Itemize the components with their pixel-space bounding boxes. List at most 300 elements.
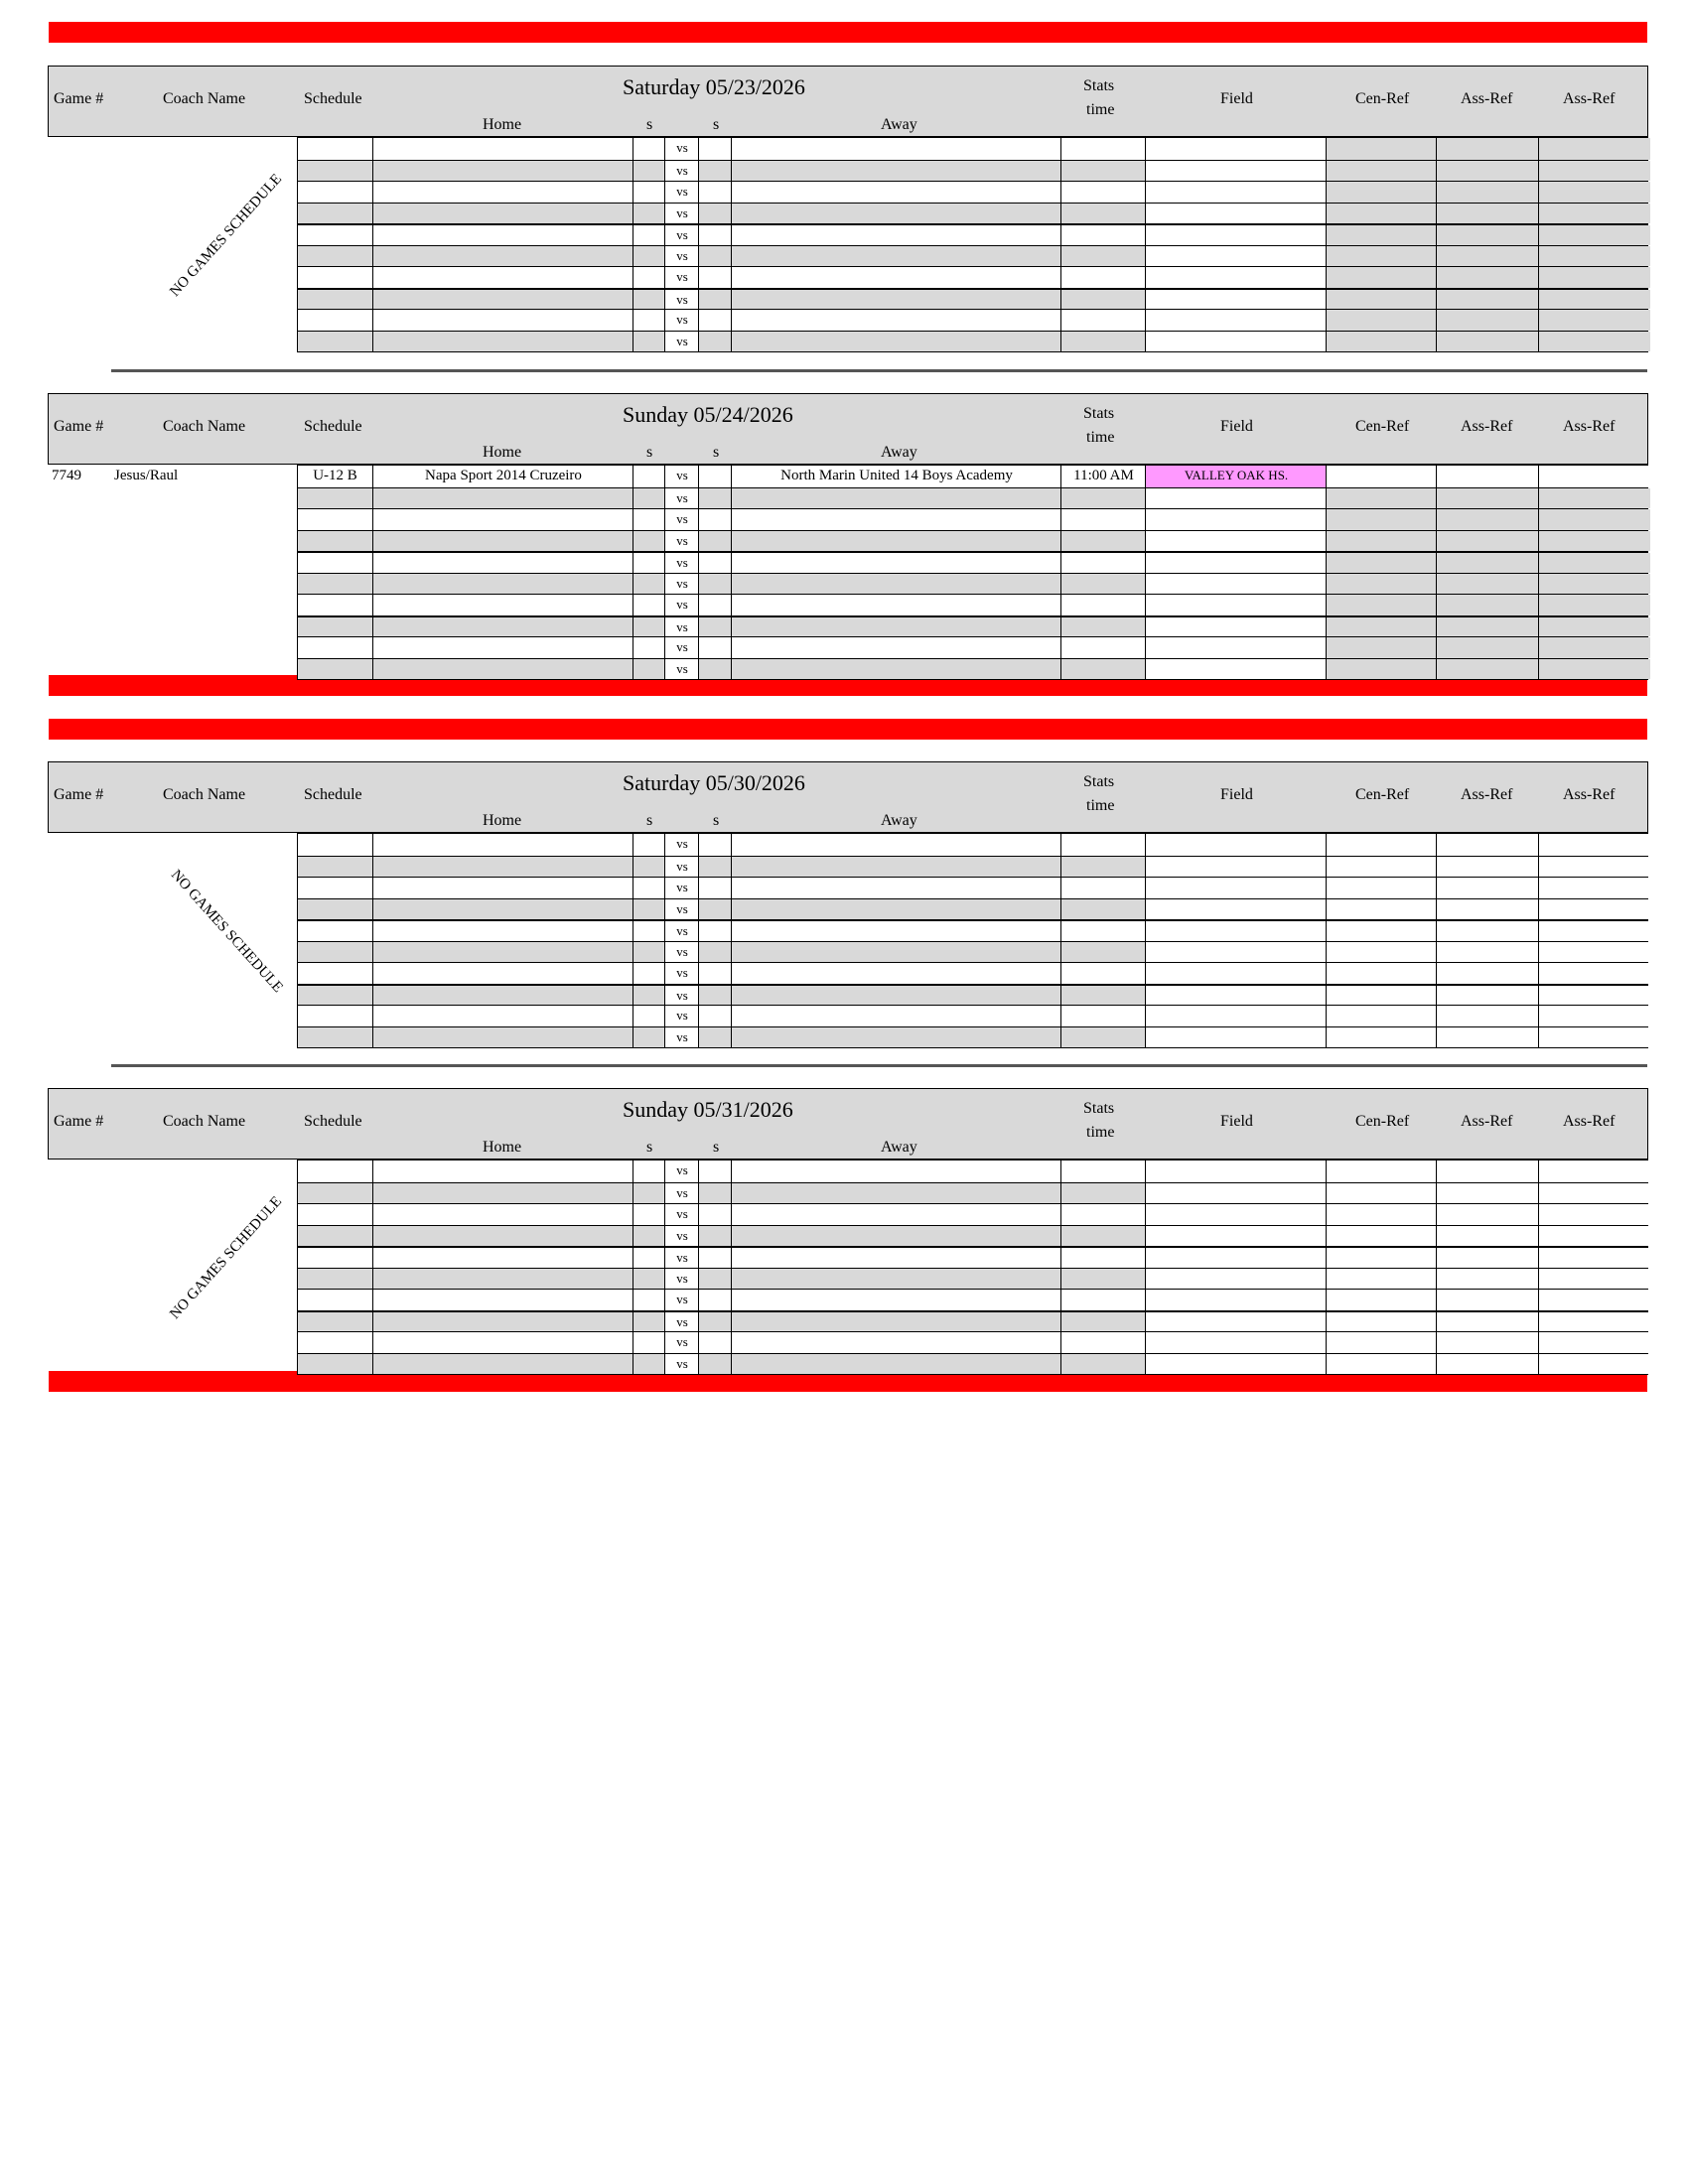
cell-ass1[interactable]: [1436, 1160, 1539, 1182]
cell-s1[interactable]: [633, 1160, 665, 1182]
cell-cen[interactable]: [1326, 899, 1437, 920]
cell-schedule[interactable]: [298, 182, 372, 203]
cell-away[interactable]: [731, 986, 1061, 1006]
cell-ass2[interactable]: [1538, 488, 1650, 509]
cell-time[interactable]: [1060, 182, 1146, 203]
cell-s2[interactable]: [698, 531, 732, 552]
cell-field[interactable]: [1145, 942, 1327, 963]
cell-cen[interactable]: [1326, 1006, 1437, 1026]
cell-schedule[interactable]: [298, 267, 372, 288]
cell-away[interactable]: [731, 1006, 1061, 1026]
cell-s1[interactable]: [633, 246, 665, 267]
cell-schedule[interactable]: [298, 1248, 372, 1268]
cell-ass2[interactable]: [1538, 1312, 1650, 1332]
cell-field[interactable]: [1145, 1269, 1327, 1290]
cell-ass1[interactable]: [1436, 332, 1539, 352]
cell-time[interactable]: [1060, 1332, 1146, 1353]
cell-field[interactable]: [1145, 182, 1327, 203]
cell-home[interactable]: [372, 942, 633, 963]
cell-ass2[interactable]: [1538, 161, 1650, 182]
cell-s2[interactable]: [698, 310, 732, 331]
cell-ass2[interactable]: [1538, 138, 1650, 160]
cell-cen[interactable]: [1326, 138, 1437, 160]
cell-time[interactable]: [1060, 531, 1146, 552]
cell-cen[interactable]: [1326, 1248, 1437, 1268]
cell-ass2[interactable]: [1538, 942, 1650, 963]
cell-s1[interactable]: [633, 1269, 665, 1290]
cell-schedule[interactable]: [298, 834, 372, 856]
cell-field[interactable]: [1145, 921, 1327, 941]
cell-ass1[interactable]: [1436, 161, 1539, 182]
cell-time[interactable]: [1060, 488, 1146, 509]
cell-field[interactable]: [1145, 553, 1327, 573]
cell-home[interactable]: [372, 138, 633, 160]
cell-ass2[interactable]: [1538, 225, 1650, 245]
cell-ass1[interactable]: [1436, 182, 1539, 203]
cell-home[interactable]: [372, 246, 633, 267]
cell-time[interactable]: [1060, 574, 1146, 595]
cell-time[interactable]: [1060, 310, 1146, 331]
cell-s2[interactable]: [698, 1006, 732, 1026]
cell-time[interactable]: [1060, 225, 1146, 245]
cell-away[interactable]: [731, 921, 1061, 941]
cell-cen[interactable]: [1326, 267, 1437, 288]
cell-away[interactable]: [731, 834, 1061, 856]
cell-field[interactable]: [1145, 488, 1327, 509]
cell-schedule[interactable]: [298, 921, 372, 941]
cell-ass1[interactable]: [1436, 595, 1539, 615]
cell-ass2[interactable]: [1538, 637, 1650, 658]
cell-cen[interactable]: [1326, 986, 1437, 1006]
cell-away[interactable]: North Marin United 14 Boys Academy: [731, 466, 1061, 487]
cell-ass2[interactable]: [1538, 1006, 1650, 1026]
cell-home[interactable]: [372, 310, 633, 331]
cell-s2[interactable]: [698, 921, 732, 941]
cell-cen[interactable]: [1326, 1354, 1437, 1375]
cell-schedule[interactable]: [298, 310, 372, 331]
cell-away[interactable]: [731, 267, 1061, 288]
cell-away[interactable]: [731, 1226, 1061, 1247]
cell-field[interactable]: [1145, 1332, 1327, 1353]
cell-s2[interactable]: [698, 509, 732, 530]
cell-ass2[interactable]: [1538, 1269, 1650, 1290]
cell-cen[interactable]: [1326, 204, 1437, 224]
cell-s1[interactable]: [633, 1027, 665, 1048]
cell-cen[interactable]: [1326, 290, 1437, 310]
cell-cen[interactable]: [1326, 332, 1437, 352]
cell-s2[interactable]: [698, 659, 732, 680]
cell-ass2[interactable]: [1538, 878, 1650, 898]
cell-s1[interactable]: [633, 878, 665, 898]
cell-ass1[interactable]: [1436, 1312, 1539, 1332]
cell-s1[interactable]: [633, 963, 665, 984]
cell-time[interactable]: [1060, 1290, 1146, 1310]
cell-time[interactable]: [1060, 857, 1146, 878]
cell-ass1[interactable]: [1436, 290, 1539, 310]
cell-field[interactable]: [1145, 1006, 1327, 1026]
cell-time[interactable]: [1060, 246, 1146, 267]
cell-s1[interactable]: [633, 204, 665, 224]
cell-field[interactable]: [1145, 637, 1327, 658]
cell-schedule[interactable]: [298, 1354, 372, 1375]
cell-home[interactable]: [372, 574, 633, 595]
cell-s2[interactable]: [698, 963, 732, 984]
cell-ass2[interactable]: [1538, 1027, 1650, 1048]
cell-schedule[interactable]: [298, 1204, 372, 1225]
cell-field[interactable]: VALLEY OAK HS.: [1145, 466, 1327, 487]
cell-s2[interactable]: [698, 1290, 732, 1310]
cell-s1[interactable]: [633, 986, 665, 1006]
cell-away[interactable]: [731, 659, 1061, 680]
cell-cen[interactable]: [1326, 488, 1437, 509]
cell-time[interactable]: [1060, 899, 1146, 920]
cell-time[interactable]: [1060, 637, 1146, 658]
cell-ass2[interactable]: [1538, 963, 1650, 984]
cell-time[interactable]: [1060, 1312, 1146, 1332]
cell-ass1[interactable]: [1436, 986, 1539, 1006]
cell-schedule[interactable]: [298, 986, 372, 1006]
cell-s1[interactable]: [633, 1290, 665, 1310]
cell-away[interactable]: [731, 963, 1061, 984]
cell-time[interactable]: [1060, 290, 1146, 310]
cell-cen[interactable]: [1326, 225, 1437, 245]
cell-schedule[interactable]: [298, 637, 372, 658]
cell-s1[interactable]: [633, 899, 665, 920]
cell-ass2[interactable]: [1538, 531, 1650, 552]
cell-s2[interactable]: [698, 466, 732, 487]
cell-cen[interactable]: [1326, 1183, 1437, 1204]
cell-s1[interactable]: [633, 1354, 665, 1375]
cell-time[interactable]: [1060, 834, 1146, 856]
cell-ass1[interactable]: [1436, 659, 1539, 680]
cell-home[interactable]: [372, 834, 633, 856]
cell-home[interactable]: [372, 986, 633, 1006]
cell-s2[interactable]: [698, 138, 732, 160]
cell-field[interactable]: [1145, 332, 1327, 352]
cell-s2[interactable]: [698, 617, 732, 637]
cell-ass1[interactable]: [1436, 857, 1539, 878]
cell-field[interactable]: [1145, 1290, 1327, 1310]
cell-ass2[interactable]: [1538, 1248, 1650, 1268]
cell-away[interactable]: [731, 1290, 1061, 1310]
cell-field[interactable]: [1145, 574, 1327, 595]
cell-s1[interactable]: [633, 138, 665, 160]
cell-ass2[interactable]: [1538, 332, 1650, 352]
cell-ass2[interactable]: [1538, 509, 1650, 530]
cell-away[interactable]: [731, 1204, 1061, 1225]
cell-schedule[interactable]: [298, 899, 372, 920]
cell-cen[interactable]: [1326, 553, 1437, 573]
cell-ass1[interactable]: [1436, 1027, 1539, 1048]
cell-time[interactable]: [1060, 138, 1146, 160]
cell-ass1[interactable]: [1436, 878, 1539, 898]
cell-time[interactable]: [1060, 204, 1146, 224]
cell-cen[interactable]: [1326, 1290, 1437, 1310]
cell-field[interactable]: [1145, 878, 1327, 898]
cell-field[interactable]: [1145, 857, 1327, 878]
cell-schedule[interactable]: [298, 204, 372, 224]
cell-s2[interactable]: [698, 574, 732, 595]
cell-s2[interactable]: [698, 204, 732, 224]
cell-time[interactable]: [1060, 1183, 1146, 1204]
cell-s1[interactable]: [633, 1006, 665, 1026]
cell-ass1[interactable]: [1436, 1183, 1539, 1204]
cell-ass1[interactable]: [1436, 617, 1539, 637]
cell-s1[interactable]: [633, 553, 665, 573]
cell-ass2[interactable]: [1538, 182, 1650, 203]
cell-ass2[interactable]: [1538, 246, 1650, 267]
cell-s2[interactable]: [698, 161, 732, 182]
cell-s2[interactable]: [698, 1354, 732, 1375]
cell-home[interactable]: [372, 267, 633, 288]
cell-ass1[interactable]: [1436, 138, 1539, 160]
cell-s2[interactable]: [698, 834, 732, 856]
cell-s1[interactable]: [633, 921, 665, 941]
cell-ass1[interactable]: [1436, 1248, 1539, 1268]
cell-home[interactable]: [372, 1354, 633, 1375]
cell-time[interactable]: 11:00 AM: [1060, 466, 1146, 487]
cell-home[interactable]: [372, 659, 633, 680]
cell-away[interactable]: [731, 595, 1061, 615]
cell-schedule[interactable]: [298, 617, 372, 637]
cell-s1[interactable]: [633, 1332, 665, 1353]
cell-cen[interactable]: [1326, 921, 1437, 941]
cell-ass2[interactable]: [1538, 834, 1650, 856]
cell-home[interactable]: [372, 617, 633, 637]
cell-ass2[interactable]: [1538, 1354, 1650, 1375]
cell-field[interactable]: [1145, 225, 1327, 245]
cell-cen[interactable]: [1326, 637, 1437, 658]
cell-field[interactable]: [1145, 963, 1327, 984]
cell-field[interactable]: [1145, 161, 1327, 182]
cell-cen[interactable]: [1326, 531, 1437, 552]
cell-ass1[interactable]: [1436, 574, 1539, 595]
cell-ass1[interactable]: [1436, 834, 1539, 856]
cell-time[interactable]: [1060, 942, 1146, 963]
cell-s2[interactable]: [698, 225, 732, 245]
cell-s2[interactable]: [698, 553, 732, 573]
cell-field[interactable]: [1145, 509, 1327, 530]
cell-ass2[interactable]: [1538, 921, 1650, 941]
cell-home[interactable]: [372, 553, 633, 573]
cell-s2[interactable]: [698, 1248, 732, 1268]
cell-ass2[interactable]: [1538, 553, 1650, 573]
cell-ass2[interactable]: [1538, 857, 1650, 878]
cell-home[interactable]: [372, 509, 633, 530]
cell-home[interactable]: Napa Sport 2014 Cruzeiro: [372, 466, 633, 487]
cell-home[interactable]: [372, 857, 633, 878]
cell-away[interactable]: [731, 138, 1061, 160]
cell-away[interactable]: [731, 1183, 1061, 1204]
cell-field[interactable]: [1145, 659, 1327, 680]
cell-cen[interactable]: [1326, 1027, 1437, 1048]
cell-cen[interactable]: [1326, 182, 1437, 203]
cell-s2[interactable]: [698, 986, 732, 1006]
cell-time[interactable]: [1060, 267, 1146, 288]
cell-schedule[interactable]: [298, 1006, 372, 1026]
cell-ass2[interactable]: [1538, 1226, 1650, 1247]
cell-ass1[interactable]: [1436, 488, 1539, 509]
cell-field[interactable]: [1145, 617, 1327, 637]
cell-away[interactable]: [731, 637, 1061, 658]
cell-home[interactable]: [372, 531, 633, 552]
cell-home[interactable]: [372, 488, 633, 509]
cell-away[interactable]: [731, 509, 1061, 530]
cell-time[interactable]: [1060, 553, 1146, 573]
cell-s2[interactable]: [698, 878, 732, 898]
cell-home[interactable]: [372, 290, 633, 310]
cell-schedule[interactable]: [298, 1183, 372, 1204]
cell-s2[interactable]: [698, 899, 732, 920]
cell-s2[interactable]: [698, 267, 732, 288]
cell-ass1[interactable]: [1436, 246, 1539, 267]
cell-away[interactable]: [731, 1248, 1061, 1268]
cell-away[interactable]: [731, 182, 1061, 203]
cell-away[interactable]: [731, 899, 1061, 920]
cell-schedule[interactable]: [298, 161, 372, 182]
cell-cen[interactable]: [1326, 878, 1437, 898]
cell-s1[interactable]: [633, 1183, 665, 1204]
cell-schedule[interactable]: [298, 138, 372, 160]
cell-time[interactable]: [1060, 1248, 1146, 1268]
cell-ass1[interactable]: [1436, 963, 1539, 984]
cell-schedule[interactable]: [298, 531, 372, 552]
cell-s2[interactable]: [698, 942, 732, 963]
cell-away[interactable]: [731, 617, 1061, 637]
cell-time[interactable]: [1060, 161, 1146, 182]
cell-s2[interactable]: [698, 1204, 732, 1225]
cell-schedule[interactable]: [298, 246, 372, 267]
cell-field[interactable]: [1145, 1160, 1327, 1182]
cell-home[interactable]: [372, 1226, 633, 1247]
cell-cen[interactable]: [1326, 246, 1437, 267]
cell-time[interactable]: [1060, 878, 1146, 898]
cell-field[interactable]: [1145, 1027, 1327, 1048]
cell-schedule[interactable]: [298, 509, 372, 530]
cell-ass2[interactable]: [1538, 617, 1650, 637]
cell-time[interactable]: [1060, 921, 1146, 941]
cell-s1[interactable]: [633, 488, 665, 509]
cell-s1[interactable]: [633, 574, 665, 595]
cell-s1[interactable]: [633, 1226, 665, 1247]
cell-home[interactable]: [372, 1183, 633, 1204]
cell-home[interactable]: [372, 182, 633, 203]
cell-ass2[interactable]: [1538, 466, 1650, 487]
cell-ass1[interactable]: [1436, 921, 1539, 941]
cell-home[interactable]: [372, 225, 633, 245]
cell-field[interactable]: [1145, 1183, 1327, 1204]
cell-home[interactable]: [372, 595, 633, 615]
cell-s1[interactable]: [633, 161, 665, 182]
cell-s2[interactable]: [698, 1312, 732, 1332]
cell-schedule[interactable]: [298, 963, 372, 984]
cell-schedule[interactable]: [298, 332, 372, 352]
cell-s2[interactable]: [698, 1226, 732, 1247]
cell-field[interactable]: [1145, 267, 1327, 288]
cell-home[interactable]: [372, 332, 633, 352]
cell-field[interactable]: [1145, 1248, 1327, 1268]
cell-home[interactable]: [372, 963, 633, 984]
cell-cen[interactable]: [1326, 834, 1437, 856]
cell-cen[interactable]: [1326, 1204, 1437, 1225]
cell-time[interactable]: [1060, 595, 1146, 615]
cell-ass2[interactable]: [1538, 267, 1650, 288]
cell-field[interactable]: [1145, 204, 1327, 224]
cell-cen[interactable]: [1326, 1160, 1437, 1182]
cell-cen[interactable]: [1326, 1332, 1437, 1353]
cell-home[interactable]: [372, 1312, 633, 1332]
cell-cen[interactable]: [1326, 963, 1437, 984]
cell-schedule[interactable]: [298, 1027, 372, 1048]
cell-schedule[interactable]: [298, 574, 372, 595]
cell-home[interactable]: [372, 899, 633, 920]
cell-home[interactable]: [372, 1027, 633, 1048]
cell-time[interactable]: [1060, 1027, 1146, 1048]
cell-schedule[interactable]: [298, 488, 372, 509]
cell-s1[interactable]: [633, 531, 665, 552]
cell-s1[interactable]: [633, 466, 665, 487]
cell-home[interactable]: [372, 1332, 633, 1353]
cell-away[interactable]: [731, 246, 1061, 267]
cell-field[interactable]: [1145, 1226, 1327, 1247]
cell-s2[interactable]: [698, 1183, 732, 1204]
cell-ass2[interactable]: [1538, 1183, 1650, 1204]
cell-ass2[interactable]: [1538, 1160, 1650, 1182]
cell-schedule[interactable]: [298, 1160, 372, 1182]
cell-cen[interactable]: [1326, 595, 1437, 615]
cell-home[interactable]: [372, 204, 633, 224]
cell-cen[interactable]: [1326, 1312, 1437, 1332]
cell-schedule[interactable]: [298, 659, 372, 680]
cell-schedule[interactable]: [298, 1312, 372, 1332]
cell-field[interactable]: [1145, 834, 1327, 856]
cell-time[interactable]: [1060, 986, 1146, 1006]
cell-ass1[interactable]: [1436, 942, 1539, 963]
cell-s2[interactable]: [698, 182, 732, 203]
cell-field[interactable]: [1145, 246, 1327, 267]
cell-cen[interactable]: [1326, 161, 1437, 182]
cell-s2[interactable]: [698, 857, 732, 878]
cell-ass2[interactable]: [1538, 204, 1650, 224]
cell-s2[interactable]: [698, 637, 732, 658]
cell-schedule[interactable]: [298, 857, 372, 878]
cell-s2[interactable]: [698, 246, 732, 267]
cell-cen[interactable]: [1326, 509, 1437, 530]
cell-cen[interactable]: [1326, 617, 1437, 637]
cell-s1[interactable]: [633, 659, 665, 680]
cell-s1[interactable]: [633, 310, 665, 331]
cell-time[interactable]: [1060, 1226, 1146, 1247]
cell-away[interactable]: [731, 1354, 1061, 1375]
cell-home[interactable]: [372, 1160, 633, 1182]
cell-ass1[interactable]: [1436, 531, 1539, 552]
cell-s1[interactable]: [633, 617, 665, 637]
cell-field[interactable]: [1145, 1204, 1327, 1225]
cell-cen[interactable]: [1326, 1226, 1437, 1247]
cell-s2[interactable]: [698, 488, 732, 509]
cell-ass1[interactable]: [1436, 1204, 1539, 1225]
cell-away[interactable]: [731, 1312, 1061, 1332]
cell-home[interactable]: [372, 1290, 633, 1310]
cell-home[interactable]: [372, 921, 633, 941]
cell-cen[interactable]: [1326, 857, 1437, 878]
cell-time[interactable]: [1060, 659, 1146, 680]
cell-ass1[interactable]: [1436, 1354, 1539, 1375]
cell-away[interactable]: [731, 332, 1061, 352]
cell-schedule[interactable]: [298, 1290, 372, 1310]
cell-s2[interactable]: [698, 290, 732, 310]
cell-cen[interactable]: [1326, 1269, 1437, 1290]
